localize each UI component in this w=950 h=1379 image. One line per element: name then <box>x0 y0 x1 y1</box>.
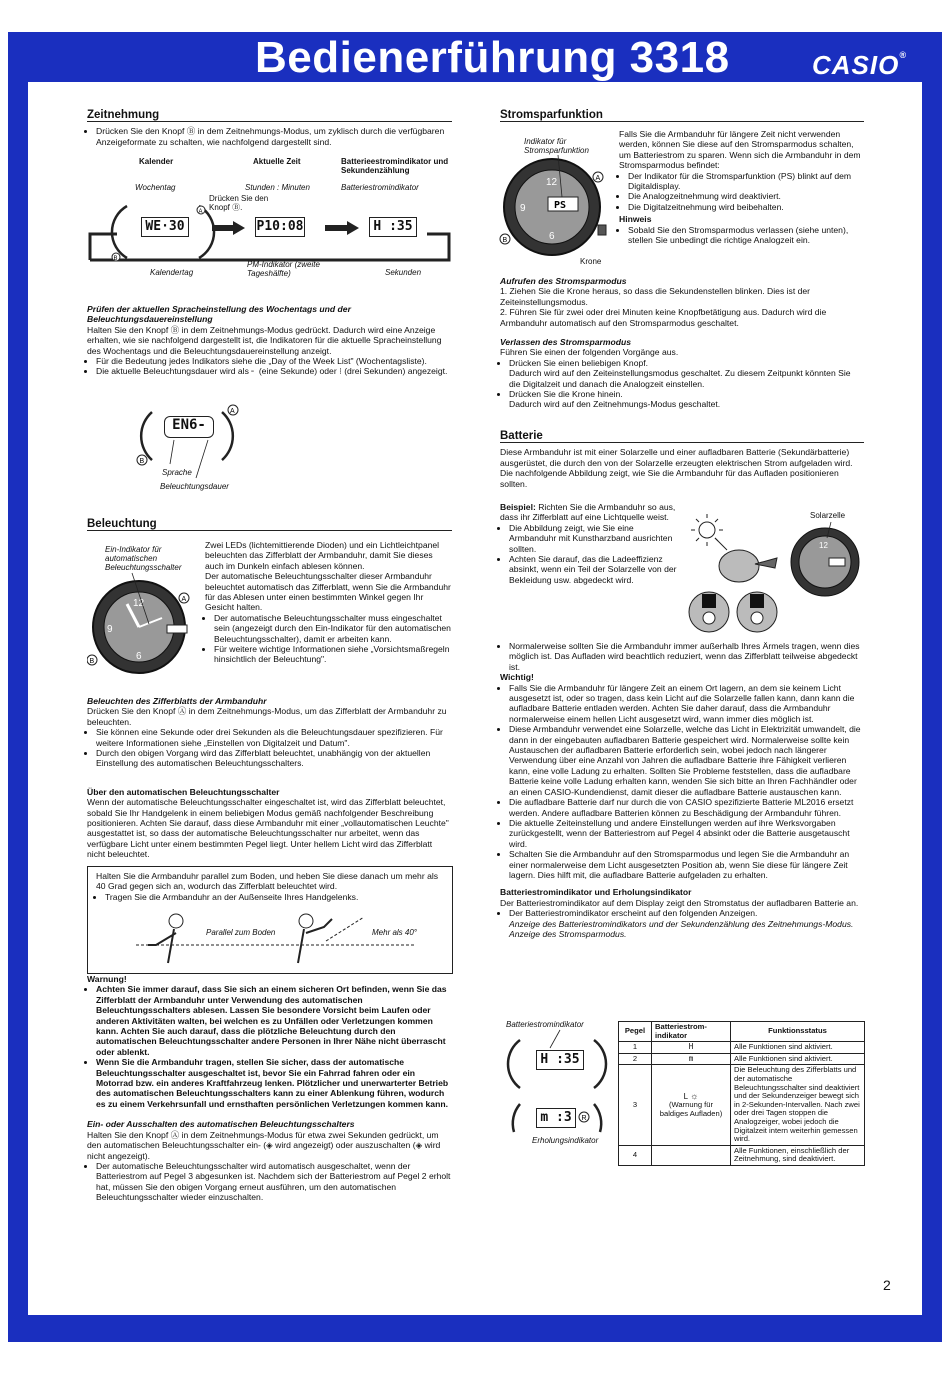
svg-text:PS: PS <box>554 200 567 211</box>
section-batterie <box>500 431 864 489</box>
bel-bullet-2: • Für weitere wichtige Informationen siehe „Vorsichtsmaßregeln hinsichtlich der Beleuchtung". <box>214 644 452 665</box>
bel-p1: Zwei LEDs (lichtemittierende Dioden) und ein Lichtleichtpanel beleuchten das Zifferblatt der Armbanduhr, damit Sie dieses auch im Dunkeln einfach ablesen können. <box>205 540 440 571</box>
tilt-box <box>87 866 453 974</box>
check-text: Halten Sie den Knopf Ⓑ in dem Zeitnehmungs-Modus gedrückt. Dadurch wird eine Anzeige erhalten, wie sie nachfolgend dargestellt ist, die Indikatoren für die aktuelle Spracheinstellung des Wochentags und die Beleuchtungsdauereinstellung anzeigt. <box>87 324 442 356</box>
ind-heading: Batteriestromindikator und Erholungsindikator <box>500 887 692 898</box>
wichtig-bullet-4: • Die aktuelle Zeiteinstellung und andere Einstellungen werden auf ihre Werksvorgaben zurückgestellt, wenn der Batteriestrom auf Pegel 4 absinkt oder die Batterie ausgetauscht wird. <box>509 818 864 849</box>
svg-text:6: 6 <box>549 231 555 242</box>
lbl-mehr40: Mehr als 40° <box>372 928 417 937</box>
language-diagram <box>130 402 280 496</box>
casio-logo: CASIO® <box>812 50 907 80</box>
lcd-battind: H :35 <box>536 1050 584 1070</box>
lbl-stromspar-ind: Indikator für Stromsparfunktion <box>524 137 589 155</box>
batt-example-text <box>500 502 680 585</box>
strom-bullet-2: • Die Analogzeitnehmung wird deaktiviert. <box>628 191 866 201</box>
page-number: 2 <box>883 1277 891 1293</box>
ind-item-2: Anzeige des Stromsparmodus. <box>509 928 627 939</box>
lbl-stunden: Stunden : Minuten <box>245 183 310 192</box>
beispiel-bullet-1: • Die Abbildung zeigt, wie Sie eine Armbanduhr mit Kunstharzband ausrichten sollten. <box>509 523 680 554</box>
cell-ind <box>652 1145 731 1165</box>
svg-text:12: 12 <box>819 541 828 550</box>
th-status: Funktionsstatus <box>731 1022 865 1042</box>
check-heading: Prüfen der aktuellen Spracheinstellung des Wochentags und der Beleuchtungsdauereinstellung <box>87 304 351 325</box>
lbl-sekunden: Sekunden <box>385 268 422 277</box>
lcd-batt: H :35 <box>369 217 417 237</box>
bel-bullet-1: • Der automatische Beleuchtungsschalter muss eingeschaltet sein (angezeigt durch den Ein-Indikator für den automatischen Beleuchtungsschalter), damit er arbeiten kann. <box>214 613 452 644</box>
ind-item-1: Anzeige des Batteriestromindikators und der Sekundenzählung des Zeitnehmungs-Modus. <box>509 918 854 929</box>
heading-batterie: Batterie <box>500 431 864 443</box>
col-batt: Batterieestromindikator und Sekundenzählung <box>341 157 449 175</box>
ver-heading: Verlassen des Stromsparmodus <box>500 337 632 348</box>
svg-text:A: A <box>181 596 187 603</box>
th-indikator: Batteriestrom-indikator <box>652 1022 731 1042</box>
section-zeitnehmung <box>87 110 452 147</box>
beleuchtung-text <box>205 540 452 665</box>
sub1-text: Drücken Sie den Knopf Ⓐ in dem Zeitnehmungs-Modus, um das Zifferblatt der Armbanduhr zu beleuchten. <box>87 706 447 727</box>
page-title: Bedienerführung 3318 <box>255 33 730 82</box>
battery-table <box>618 1021 865 1166</box>
sub2-text: Wenn der automatische Beleuchtungsschalter eingeschaltet ist, wird das Zifferblatt beleuchtet, sobald Sie Ihr Handgelenk in einem beliebigen Modus gemäß nachfolgender Beschreibung positionieren. Achten Sie darauf, dass diese Armbanduhr mit einer „vollautomatischen Leuchte" ausgestattet ist, so dass der automatische Beleuchtungsschalter nur arbeitet, wenn das verfügbare Licht unter einem bestimmten Pegel liegt. Unter hellem Licht wird das Zifferblatt nicht beleuchtet. <box>87 797 449 860</box>
lbl-sprache: Sprache <box>162 468 192 477</box>
check-bullet-1: • Für die Bedeutung jedes Indikators siehe die „Day of the Week List" (Wochentagsliste). <box>96 356 452 366</box>
cell-ind-note: (Warnung für baldiges Aufladen) <box>659 1100 723 1118</box>
stromspar-text <box>619 129 866 245</box>
sub1-heading: Beleuchten des Zifferblatts der Armbanduhr <box>87 696 267 706</box>
lbl-kalendertag: Kalendertag <box>150 268 194 277</box>
strom-p1: Falls Sie die Armbanduhr für längere Zeit nicht verwenden werden, können Sie diese auf den Stromsparmodus schalten, um Batteriestrom zu sparen. Wenn sich die Armbanduhr in dem Stromsparmodus befindet: <box>619 129 861 171</box>
table-row <box>619 1065 865 1145</box>
solar-svg <box>685 508 865 633</box>
watch-svg-stromspar <box>498 135 613 267</box>
warn-bullet-2: • Wenn Sie die Armbanduhr tragen, stellen Sie sicher, dass der automatische Beleuchtungsschalter ausgeschaltet ist, bevor Sie ein Fahrrad fahren oder ein Motorrad bzw. ein anderes Kraftfahrzeug lenken. Plötzlicher und unerwarterter Betrieb des automatischen Beleuchtungsschalters kann zu einer Ablenkung führen, wodurch es zu einem Verkehrsunfall und ernsthaften persönlichen Verletzungen kommen kann. <box>96 1057 452 1109</box>
ver-b1-title: Drücken Sie einen beliebigen Knopf. <box>509 357 649 368</box>
cell-ind-symbol: L <box>683 1091 689 1101</box>
cell-ind: H <box>652 1042 731 1054</box>
check-bullet-2: • Die aktuelle Beleuchtungsdauer wird als ╴ (eine Sekunde) oder ⁝ (drei Sekunden) angezeigt. <box>96 366 452 376</box>
lbl-wochentag: Wochentag <box>135 183 176 192</box>
section-wichtig <box>500 641 864 939</box>
lbl-krone: Krone <box>580 257 602 266</box>
ver-bullet-1 <box>509 358 864 389</box>
wichtig-heading: Wichtig! <box>500 672 534 683</box>
svg-text:B: B <box>113 256 118 262</box>
heading-zeitnehmung: Zeitnehmung <box>87 110 452 122</box>
svg-text:A: A <box>198 209 203 215</box>
lbl-battind-diagram: Batteriestromindikator <box>506 1020 584 1029</box>
heading-stromspar: Stromsparfunktion <box>500 110 864 122</box>
section-warnung <box>87 974 452 1203</box>
beispiel-label: Beispiel: <box>500 502 536 512</box>
cell-ind: m <box>652 1053 731 1065</box>
lbl-battind: Batteriestromindikator <box>341 183 419 192</box>
svg-text:A: A <box>230 408 235 415</box>
beleuchtung-watch <box>87 540 202 675</box>
lbl-pm: PM-Indikator (zweite Tageshälfte) <box>247 260 320 278</box>
beispiel-bullet-2: • Achten Sie darauf, das die Ladeeffizienz absinkt, wenn ein Teil der Solarzelle von der Bekleidung usw. abgedeckt wird. <box>509 554 680 585</box>
lbl-parallel: Parallel zum Boden <box>206 928 276 937</box>
zeit-intro: • Drücken Sie den Knopf Ⓑ in dem Zeitnehmungs-Modus, um zyklisch durch die verfügbaren Anzeigeformate zu schalten, wie nachfolgend dargestellt sind. <box>96 126 452 147</box>
ver-b2-desc: Dadurch wird auf den Zeitnehmungs-Modus geschaltet. <box>509 399 721 410</box>
section-beleuchtung <box>87 519 452 535</box>
warn-bullet-1: • Achten Sie immer darauf, dass Sie sich an einem sicheren Ort befinden, wenn Sie das Zifferblatt der Armbanduhr unter Verwendung des automatischen Beleuchtungsschalters ablesen. Lassen Sie besondere Vorsicht beim Laufen oder anderen Aktivitäten walten, bei welchen es zu Unfällen oder Verletzungen kommen kann. Achten Sie auch darauf, dass die plötzliche Beleuchtung durch den automatischen Beleuchtungsschalter andere Personen in Ihrer Nähe nicht überrascht oder ablenkt. <box>96 984 452 1057</box>
table-row <box>619 1042 865 1054</box>
cell-status: Alle Funktionen, einschließlich der Zeitnehmung, sind deaktiviert. <box>731 1145 865 1165</box>
strom-bullet-3: • Die Digitalzeitnehmung wird beibehalten. <box>628 202 866 212</box>
strom-hinweis: Hinweis <box>619 214 652 225</box>
sub1-bullet-2: • Durch den obigen Vorgang wird das Zifferblatt beleuchtet, unabhängig von der aktuellen Einstellung des automatischen Beleuchtungsschalters. <box>96 748 452 769</box>
cell-status: Alle Funktionen sind aktiviert. <box>731 1053 865 1065</box>
cell-status: Alle Funktionen sind aktiviert. <box>731 1042 865 1054</box>
svg-text:6: 6 <box>136 651 142 662</box>
box-bullet: • Tragen Sie die Armbanduhr an der Außenseite Ihres Handgelenks. <box>105 892 444 902</box>
svg-text:12: 12 <box>546 177 558 188</box>
sub2-heading: Über den automatischen Beleuchtungsschalter <box>87 786 280 797</box>
section-aufrufen <box>500 276 864 410</box>
sub3-heading: Ein- oder Ausschalten des automatischen Beleuchtungsschalters <box>87 1119 355 1130</box>
cell-pegel: 4 <box>619 1145 652 1165</box>
auf-step-2: 2. Führen Sie für zwei oder drei Minuten keine Knopfbetätigung aus. Dadurch wird die Armbanduhr automatisch auf den Stromsparmodus geschaltet. <box>500 307 827 328</box>
auf-heading: Aufrufen des Stromsparmodus <box>500 276 627 286</box>
cell-pegel: 3 <box>619 1065 652 1145</box>
svg-text:B: B <box>139 458 145 465</box>
lcd-aktuelle: P10:08 <box>255 217 305 237</box>
table-row <box>619 1053 865 1065</box>
table-row <box>619 1145 865 1165</box>
batt-p1: Diese Armbanduhr ist mit einer Solarzelle und einer aufladbaren Batterie (Sekundärbatterie) ausgerüstet, die durch den von der Solarzelle erzeugten elektrischen Strom aufgeladen wird. Die nachfolgende Abbildung zeigt, wie Sie die Armbanduhr für das Aufladen positionieren sollten. <box>500 447 853 489</box>
wichtig-bullet-2: • Diese Armbanduhr verwendet eine Solarzelle, welche das Licht in Elektrizität umwandelt, die dann in der eingebauten aufladbaren Batterie gespeichert wird. Normalerweise sollte kein Austauschen der aufladbaren Batterie erforderlich sein, wobei jedoch nach längerer Verwendung über eine Anzahl von Jahren die aufladbare Batterie ihre Fähigkeit verlieren kann, eine volle Ladung zu erhalten. Sollten Sie Probleme feststellen, dass die aufladbare Batterie keine volle Ladung erhalten kann, wenden Sie sich bitte an Ihren Fachhändler oder an einen CASIO-Kundendienst, damit dieser die aufladbare Batterie austauschen kann. <box>509 724 864 797</box>
auf-step-1: 1. Ziehen Sie die Krone heraus, so dass die Sekundenstellen blinken. Dies ist der Zeiteinstellungsmodus. <box>500 286 811 307</box>
col-kalender: Kalender <box>139 157 174 166</box>
heading-beleuchtung: Beleuchtung <box>87 519 452 531</box>
zeit-diagram <box>87 154 452 286</box>
lcd-kalender: WE·30 <box>141 217 189 237</box>
lbl-solarzelle: Solarzelle <box>810 511 846 520</box>
ind-text: Der Batteriestromindikator auf dem Display zeigt den Stromstatus der aufladbaren Batterie an. <box>500 897 859 908</box>
lbl-beleuchtungsdauer: Beleuchtungsdauer <box>160 482 229 491</box>
battind-svg <box>500 1018 615 1148</box>
section-stromspar <box>500 110 864 126</box>
section-beleuchten <box>87 696 452 860</box>
wichtig-bullet-3: • Die aufladbare Batterie darf nur durch die von CASIO spezifizierte Batterie ML2016 ersetzt werden. Andere aufladbare Batterien können zu Beschädigung der Armbanduhr führen. <box>509 797 864 818</box>
svg-text:9: 9 <box>107 624 113 635</box>
col-aktuelle: Aktuelle Zeit <box>253 157 301 166</box>
blink-icon: ☼ <box>690 1090 699 1101</box>
svg-text:B: B <box>89 658 95 665</box>
wichtig-bullet-1: • Falls Sie die Armbanduhr für längere Zeit an einem Ort lagern, an dem sie keinem Licht ausgesetzt ist, oder so tragen, dass kein Licht auf die Solarzelle fallen kann, dann kann die aufladbare Batterie entladen werden. Achten Sie daher darauf, dass die Armbanduhr normalerweise einem hellen Licht ausgesetzt wird, wann immer dies möglich ist. <box>509 683 864 725</box>
beispiel-text: Richten Sie die Armbanduhr so aus, dass ihr Zifferblatt auf eine Lichtquelle weist. <box>500 502 676 523</box>
section-check <box>87 304 452 377</box>
battind-diagram <box>500 1018 615 1148</box>
strom-hinweis-bullet: • Sobald Sie den Stromsparmodus verlassen (siehe unten), stellen Sie unbedingt die richtige Analogzeit ein. <box>628 225 866 246</box>
solar-diagram <box>685 508 865 633</box>
ver-b2-title: Drücken Sie die Krone hinein. <box>509 389 623 400</box>
sub3-bullet: • Der automatische Beleuchtungsschalter wird automatisch ausgeschaltet, wenn der Batteriestrom auf Pegel 3 abgesunken ist. Nachdem sich der Batteriestrom auf Pegel 2 erholt hat, müssen Sie den obigen Vorgang erneut ausführen, um den automatischen Beleuchtungsschalter wieder einzuschalten. <box>96 1161 452 1203</box>
bel-p2: Der automatische Beleuchtungsschalter dieser Armbanduhr beleuchtet automatisch das Zifferblatt, wenn Sie die Armbanduhr für das Ablesen unter einen bestimmten Winkel gegen Ihr Gesicht halten. <box>205 571 451 613</box>
cell-ind <box>652 1065 731 1145</box>
strom-bullet-1: • Der Indikator für die Stromsparfunktion (PS) blinkt auf dem Digitaldisplay. <box>628 171 866 192</box>
normal-bullet: • Normalerweise sollten Sie die Armbanduhr immer außerhalb Ihres Ärmels tragen, wenn dies möglich ist. Das Aufladen wird beachtlich reduziert, wenn das Zifferblatt teilweise abgedeckt ist. <box>509 641 864 672</box>
sub3-text: Halten Sie den Knopf Ⓐ in dem Zeitnehmungs-Modus für etwa zwei Sekunden gedrückt, um den automatischen Beleuchtungsschalter ein- (◈ wird angezeigt) oder auszuschalten (◈ wird nicht angezeigt). <box>87 1129 441 1161</box>
th-pegel: Pegel <box>619 1022 652 1042</box>
warn-heading: Warnung! <box>87 974 127 984</box>
box-text: Halten Sie die Armbanduhr parallel zum Boden, und heben Sie diese danach um mehr als 40 Grad gegen sich an, wodurch das Zifferblatt beleuchtet wird. <box>96 871 439 892</box>
ver-b1-desc: Dadurch wird auf den Zeiteinstellungsmodus geschaltet. Zu diesem Zeitpunkt könnten Sie die Digitalzeit und danach die Analogzeit einstellen. <box>509 368 851 389</box>
stromspar-watch <box>498 135 613 267</box>
cell-pegel: 1 <box>619 1042 652 1054</box>
lcd-language: EN6- <box>164 416 214 438</box>
lbl-erholungsindikator: Erholungsindikator <box>532 1136 599 1145</box>
ver-text: Führen Sie einen der folgenden Vorgänge aus. <box>500 347 679 358</box>
sub1-bullet-1: • Sie können eine Sekunde oder drei Sekunden als die Beleuchtungsdauer spezifizieren. Für weitere Informationen siehe „Einstellen von Digitalzeit und Datum". <box>96 727 452 748</box>
svg-text:12: 12 <box>133 598 145 609</box>
cell-pegel: 2 <box>619 1053 652 1065</box>
ind-bullet <box>509 908 864 939</box>
lbl-ein-indikator: Ein-Indikator für automatischen Beleuchtungsschalter <box>105 545 182 572</box>
svg-text:A: A <box>595 175 601 182</box>
svg-text:B: B <box>502 237 508 244</box>
svg-text:9: 9 <box>520 203 526 214</box>
cell-status: Die Beleuchtung des Zifferblatts und der automatische Beleuchtungsschalter sind deaktiviert und der Sekundenzeiger bewegt sich in 2-Sekunden-Intervallen. Nach zwei oder drei Tagen stoppen die Analogzeiger, wobei jedoch die Digitalzeit intern weiterhin gemessen wird. <box>731 1065 865 1145</box>
lcd-erhol: m :3 <box>536 1108 576 1128</box>
ver-bullet-2 <box>509 389 864 410</box>
watch-svg-beleuchtung <box>87 540 202 675</box>
ind-bullet-text: Der Batteriestromindikator erscheint auf den folgenden Anzeigen. <box>509 908 758 919</box>
svg-text:R: R <box>581 1115 587 1122</box>
lbl-druecken: Drücken Sie den Knopf Ⓑ. <box>209 194 269 212</box>
wichtig-bullet-5: • Schalten Sie die Armbanduhr auf den Stromsparmodus und legen Sie die Armbanduhr an einer normalerweise dem Licht ausgesetzten Position ab, wenn Sie diese für längere Zeit lagern. Dies hilft mit, die aufladbare Batterie aufgeladen zu erhalten. <box>509 849 864 880</box>
